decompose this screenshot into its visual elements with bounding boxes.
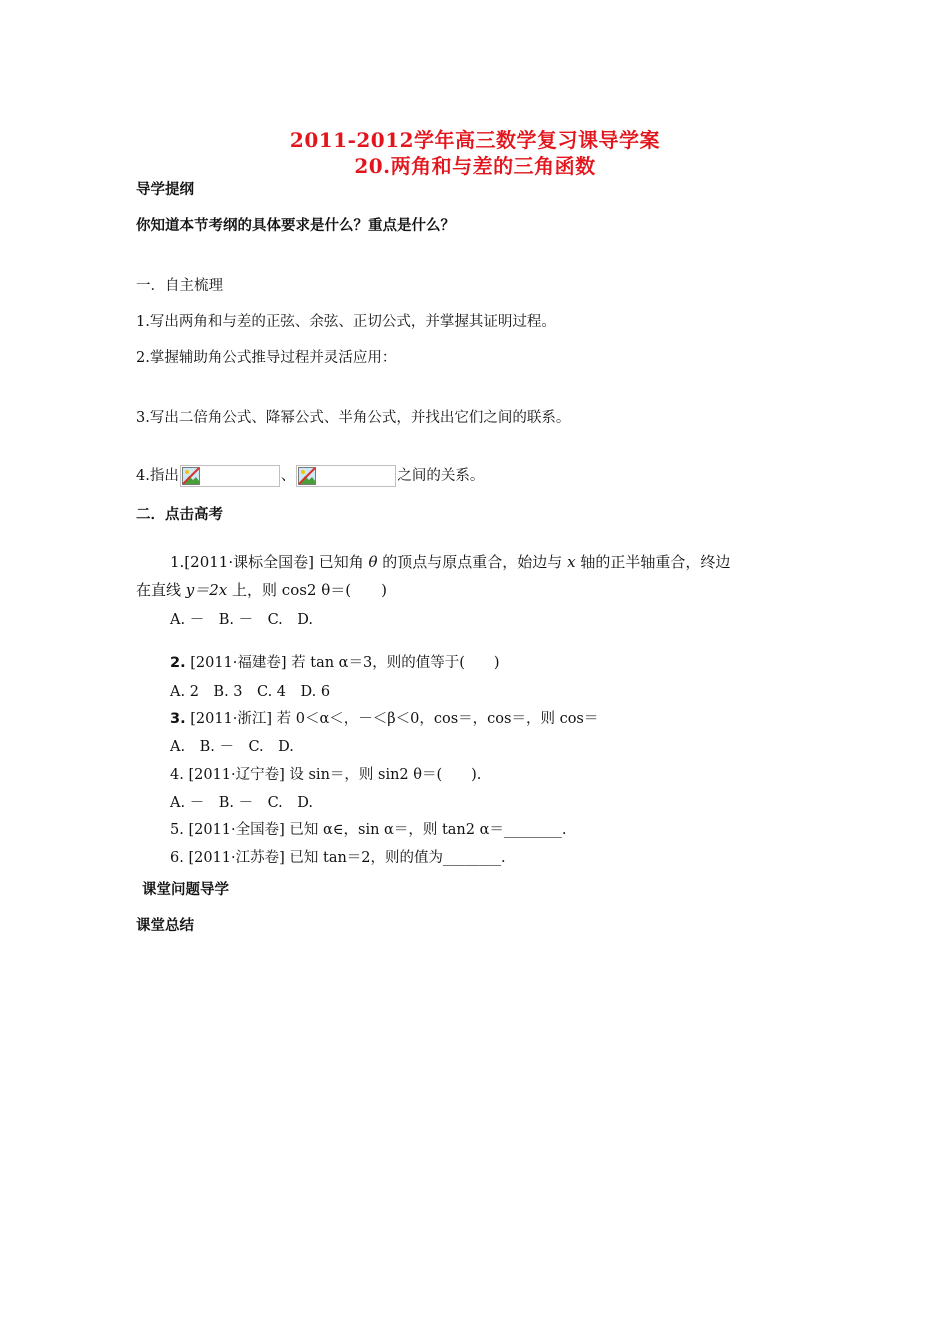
part1-heading: 一．自主梳理	[136, 278, 223, 294]
item-3: 3.写出二倍角公式、降幂公式、半角公式，并找出它们之间的联系。	[136, 410, 571, 426]
guide-heading: 导学提纲	[136, 182, 194, 198]
item-2: 2.掌握辅助角公式推导过程并灵活应用：	[136, 350, 397, 366]
formula-image-placeholder	[180, 465, 280, 487]
question-5: 5. [2011·全国卷] 已知 α∈，sin α＝，则 tan2 α＝________.	[170, 822, 567, 838]
broken-image-icon	[298, 467, 316, 485]
question-2-options: A. 2 B. 3 C. 4 D. 6	[170, 684, 331, 700]
question-3: 3. [2011·浙江] 若 0＜α＜，－＜β＜0，cos＝，cos＝，则 cos＝	[170, 711, 599, 727]
item-4-suffix: 之间的关系。	[397, 468, 485, 484]
item-4	[136, 464, 484, 487]
question-4: 4. [2011·辽宁卷] 设 sin＝，则 sin2 θ＝( ).	[170, 767, 482, 783]
document-subtitle: 20.两角和与差的三角函数	[354, 154, 596, 178]
question-2: 2. [2011·福建卷] 若 tan α＝3，则的值等于( )	[170, 655, 500, 671]
broken-image-icon	[182, 467, 200, 485]
part2-heading: 二．点击高考	[136, 507, 223, 523]
summary-heading: 课堂总结	[136, 918, 194, 934]
question-1-line-1: 1.[2011·课标全国卷] 已知角 θ 的顶点与原点重合，始边与 x 轴的正半轴重合，终边	[170, 553, 731, 571]
classroom-heading: 课堂问题导学	[142, 882, 229, 898]
item-1: 1.写出两角和与差的正弦、余弦、正切公式，并掌握其证明过程。	[136, 314, 556, 330]
formula-image-placeholder	[296, 465, 396, 487]
item-4-separator: 、	[280, 468, 296, 484]
question-1-options: A. － B. － C. D.	[170, 612, 313, 628]
item-4-prefix: 4.指出	[136, 468, 179, 484]
question-3-options: A. B. － C. D.	[170, 739, 294, 755]
question-4-options: A. － B. － C. D.	[170, 795, 313, 811]
question-1-line-2: 在直线 y＝2x 上，则 cos2 θ＝( )	[136, 581, 387, 599]
guide-question: 你知道本节考纲的具体要求是什么？重点是什么？	[136, 218, 455, 234]
document-title: 2011-2012学年高三数学复习课导学案	[289, 128, 661, 152]
question-6: 6. [2011·江苏卷] 已知 tan＝2，则的值为________.	[170, 850, 506, 866]
